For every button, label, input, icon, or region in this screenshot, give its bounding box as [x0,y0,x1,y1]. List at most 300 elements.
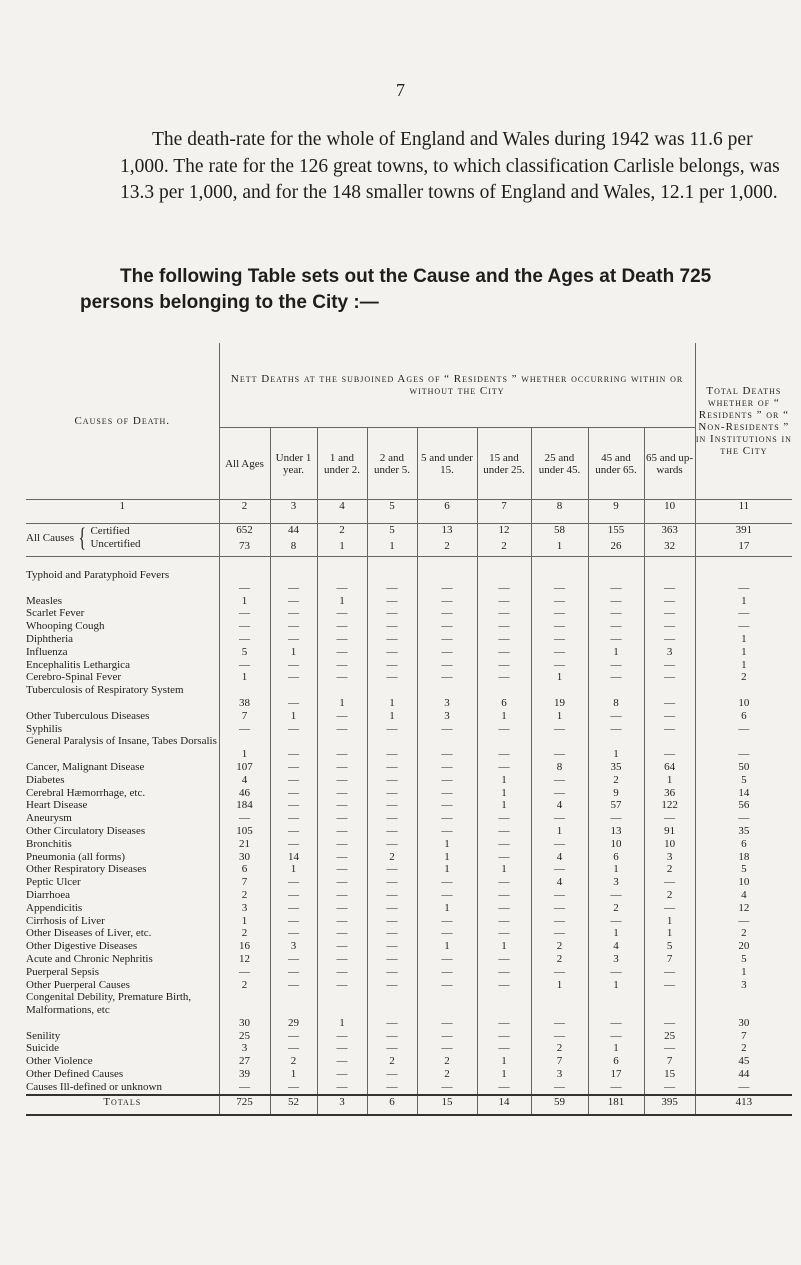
cause-cell-col-10: 36 [644,787,695,800]
age-header-8: 45 and under 65. [588,428,644,500]
cause-cell-col-7: — [477,838,531,851]
age-header-7: 25 and under 45. [531,428,588,500]
cause-cell-col-10: 2 [644,863,695,876]
cause-cell-col-4: — [317,863,367,876]
cause-cell-col-11: — [695,607,792,620]
cause-cell-col-11: 18 [695,851,792,864]
cause-cell-col-9: 9 [588,787,644,800]
spacer-cell [219,557,270,570]
cause-label: Other Respiratory Diseases [26,863,147,876]
cause-row [26,838,792,851]
cause-cell-col-4: — [317,671,367,684]
cause-cell-col-6: 1 [417,940,477,953]
cause-cell-col-9: — [588,1030,644,1043]
cause-row [26,1042,792,1055]
cause-label: Syphilis [26,722,63,735]
cause-cell-col-6: 3 [417,710,477,723]
cause-row [26,633,792,646]
cause-cell-col-5: — [367,838,417,851]
cause-cell-col-9: 6 [588,1055,644,1068]
brace-symbol: { [78,523,86,552]
all-causes-text: All Causes [26,531,74,544]
cause-cell-col-3: — [270,787,317,800]
cause-label: Cerebral Hæmorrhage, etc. [26,786,146,799]
cause-cell-col-4: — [317,966,367,979]
cause-cell-col-6: — [417,799,477,812]
cause-cell-col-11: 50 [695,761,792,774]
cause-cell-col-6: — [417,812,477,825]
cause-cell-col-3: — [270,889,317,902]
cause-label: Diabetes [26,773,65,786]
cause-cell-col-8: — [531,863,588,876]
totals-cell-6: 15 [417,1095,477,1115]
cause-cell-col-11: — [695,723,792,736]
cause-cell-col-6: — [417,671,477,684]
cause-cell-col-8: — [531,927,588,940]
totals-cell-7: 14 [477,1095,531,1115]
spacer-cell [270,557,317,570]
table-intro-paragraph [80,264,780,316]
cause-cell-col-5: — [367,761,417,774]
cause-cell-col-9: — [588,915,644,928]
cause-row [26,991,792,1029]
uncertified-cell-11: 17 [695,540,792,557]
cause-cell-col-7: — [477,991,531,1029]
cause-cell-col-4: — [317,646,367,659]
cause-cell-col-10: 7 [644,953,695,966]
cause-cell-col-3: — [270,671,317,684]
cause-label: Whooping Cough [26,620,105,633]
certified-row [26,524,792,541]
cause-row [26,902,792,915]
cause-cell-col-8: — [531,889,588,902]
spacer-cell [695,557,792,570]
cause-cell-col-2: 4 [219,774,270,787]
cause-cell-col-4: — [317,1030,367,1043]
cause-label: Bronchitis [26,837,72,850]
page-number: 7 [396,80,405,100]
cause-cell-col-9: 1 [588,1042,644,1055]
cause-cell-col-2: 5 [219,646,270,659]
cause-cell-col-3: — [270,927,317,940]
cause-label: Diarrhoea [26,888,70,901]
cause-cell-col-11: 7 [695,1030,792,1043]
cause-cell-col-5: — [367,1068,417,1081]
cause-cell-col-6: — [417,953,477,966]
cause-cell-col-5: — [367,723,417,736]
totals-cell-11: 413 [695,1095,792,1115]
cause-cell-col-9: — [588,966,644,979]
cause-cell-col-9: — [588,991,644,1029]
cause-cell-col-6: — [417,1030,477,1043]
totals-cell-9: 181 [588,1095,644,1115]
death-rate-text: The death-rate for the whole of England and Wales during 1942 was 11.6 per 1,000. The rate for the 126 great towns, to which classification Carlisle belongs, was 13.3 per 1,000, and for the 148 smaller towns of England and Wales, 12.1 per 1,000. [120,129,780,203]
totals-cell-2: 725 [219,1095,270,1115]
cause-row [26,966,792,979]
cause-cell-col-2: — [219,620,270,633]
cause-cell-col-9: 3 [588,953,644,966]
cause-cell-col-3: — [270,723,317,736]
cause-cell-col-10: — [644,812,695,825]
cause-cell-col-11: 10 [695,876,792,889]
cause-cell-col-3: — [270,774,317,787]
cause-cell-col-9: — [588,633,644,646]
cause-cell-col-4: 1 [317,991,367,1029]
cause-cell-col-4: 1 [317,595,367,608]
cause-cell-col-7: 6 [477,684,531,710]
cause-cell-col-6: — [417,735,477,761]
cause-cell-col-8: — [531,787,588,800]
cause-cell-col-11: 12 [695,902,792,915]
cause-cell-col-4: — [317,569,367,595]
cause-cell-col-6: — [417,787,477,800]
column-number-5: 5 [367,500,417,524]
cause-cell-col-4: — [317,838,367,851]
totals-cell-4: 3 [317,1095,367,1115]
column-number-10: 10 [644,500,695,524]
cause-cell-col-8: — [531,812,588,825]
cause-cell-col-8: 1 [531,825,588,838]
cause-cell-col-11: 5 [695,863,792,876]
cause-cell-col-3: — [270,825,317,838]
cause-cell-col-11: 30 [695,991,792,1029]
cause-cell-col-10: 5 [644,940,695,953]
cause-cell-col-7: — [477,1030,531,1043]
cause-cell-col-5: 1 [367,684,417,710]
cause-cell-col-6: — [417,979,477,992]
cause-cell-col-4: — [317,607,367,620]
cause-cell-col-7: — [477,966,531,979]
cause-row [26,876,792,889]
cause-cell-col-5: — [367,646,417,659]
cause-cell-col-10: — [644,1042,695,1055]
spacer-cell [26,557,219,570]
cause-cell-col-5: — [367,633,417,646]
cause-cell-col-10: — [644,633,695,646]
cause-cell-col-3: — [270,1042,317,1055]
cause-cell-col-4: — [317,915,367,928]
cause-cell-col-7: — [477,953,531,966]
cause-cell-col-3: 3 [270,940,317,953]
cause-cell-col-4: — [317,723,367,736]
cause-cell-col-11: 3 [695,979,792,992]
cause-cell-col-11: — [695,915,792,928]
cause-cell-col-9: 1 [588,863,644,876]
cause-cell-col-2: 1 [219,915,270,928]
cause-cell-col-8: — [531,659,588,672]
age-header-4: 2 and under 5. [367,428,417,500]
cause-cell-col-9: 3 [588,876,644,889]
cause-row [26,927,792,940]
cause-cell-col-5: — [367,812,417,825]
cause-label: Other Puerperal Causes [26,978,130,991]
cause-cell-col-2: 39 [219,1068,270,1081]
cause-label: Puerperal Sepsis [26,965,100,978]
cause-cell-col-7: — [477,761,531,774]
cause-cell-col-2: 27 [219,1055,270,1068]
uncertified-cell-10: 32 [644,540,695,557]
cause-cell-col-4: — [317,620,367,633]
age-header-9: 65 and up-wards [644,428,695,500]
cause-cell-col-10: 10 [644,838,695,851]
cause-cell-col-3: 1 [270,646,317,659]
cause-cell-col-2: — [219,633,270,646]
age-header-2: Under 1 year. [270,428,317,500]
cause-cell-col-9: — [588,659,644,672]
cause-cell-col-9: — [588,607,644,620]
cause-cell-col-10: — [644,569,695,595]
cause-cell-col-9: 8 [588,684,644,710]
cause-label: Aneurysm [26,812,72,825]
uncertified-cell-4: 1 [317,540,367,557]
cause-cell-col-11: — [695,735,792,761]
cause-cell-col-3: — [270,633,317,646]
cause-cell-col-11: 1 [695,646,792,659]
cause-cell-col-11: 1 [695,659,792,672]
cause-cell-col-10: 3 [644,646,695,659]
cause-cell-col-10: — [644,671,695,684]
cause-cell-col-7: 1 [477,1068,531,1081]
uncertified-label: Uncertified [90,538,141,550]
cause-cell-col-8: 7 [531,1055,588,1068]
cause-row [26,915,792,928]
cause-cell-col-8: — [531,607,588,620]
cause-cell-col-6: — [417,569,477,595]
uncertified-cell-8: 1 [531,540,588,557]
cause-cell-col-10: — [644,710,695,723]
cause-cell-col-6: 3 [417,684,477,710]
cause-cell-col-10: — [644,595,695,608]
cause-cell-col-9: — [588,889,644,902]
certified-cell-4: 2 [317,524,367,541]
cause-cell-col-5: — [367,1042,417,1055]
cause-cell-col-10: 2 [644,889,695,902]
age-header-3: 1 and under 2. [317,428,367,500]
cause-cell-col-4: — [317,825,367,838]
cause-cell-col-4: — [317,735,367,761]
cause-cell-col-4: — [317,851,367,864]
uncertified-cell-7: 2 [477,540,531,557]
cause-cell-col-8: 19 [531,684,588,710]
spacer-cell [317,557,367,570]
spacer-cell [588,557,644,570]
cause-cell-col-5: — [367,927,417,940]
cause-cell-col-4: — [317,710,367,723]
cause-cell-col-8: 4 [531,799,588,812]
cause-cell-col-5: — [367,966,417,979]
cause-cell-col-8: — [531,966,588,979]
spacer-row [26,557,792,570]
column-number-1: 1 [26,500,219,524]
cause-cell-col-8: 4 [531,876,588,889]
cause-cell-col-10: 1 [644,915,695,928]
cause-cell-col-11: 1 [695,633,792,646]
totals-row [26,1095,792,1115]
cause-cell-col-4: — [317,774,367,787]
cause-label: Other Tuberculous Diseases [26,709,150,722]
cause-cell-col-10: 122 [644,799,695,812]
cause-cell-col-9: — [588,671,644,684]
cause-cell-col-4: — [317,953,367,966]
cause-cell-col-2: 7 [219,710,270,723]
cause-cell-col-7: — [477,646,531,659]
cause-cell-col-7: 1 [477,1055,531,1068]
cause-label: Congenital Debility, Premature Birth, Malformations, etc [26,991,192,1017]
cause-cell-col-6: — [417,889,477,902]
certified-cell-8: 58 [531,524,588,541]
cause-cell-col-9: — [588,620,644,633]
cause-cell-col-2: 1 [219,671,270,684]
cause-cell-col-6: — [417,633,477,646]
cause-cell-col-10: 91 [644,825,695,838]
cause-cell-col-4: — [317,799,367,812]
cause-cell-col-10: 15 [644,1068,695,1081]
cause-cell-col-7: 1 [477,787,531,800]
cause-label: Diphtheria [26,632,74,645]
cause-cell-col-2: 1 [219,735,270,761]
cause-label: Acute and Chronic Nephritis [26,952,153,965]
cause-cell-col-7: — [477,633,531,646]
cause-cell-col-5: — [367,607,417,620]
cause-cell-col-7: — [477,851,531,864]
cause-cell-col-10: 64 [644,761,695,774]
age-header-1: All Ages [219,428,270,500]
cause-cell-col-5: — [367,774,417,787]
cause-cell-col-2: 30 [219,991,270,1029]
cause-cell-col-5: — [367,863,417,876]
column-number-7: 7 [477,500,531,524]
cause-cell-col-2: — [219,1081,270,1095]
cause-cell-col-6: — [417,774,477,787]
cause-cell-col-7: 1 [477,774,531,787]
cause-cell-col-6: — [417,966,477,979]
cause-label: General Paralysis of Insane, Tabes Dorsalis [26,735,217,748]
certified-cell-6: 13 [417,524,477,541]
cause-cell-col-9: 1 [588,979,644,992]
cause-row [26,863,792,876]
cause-row [26,659,792,672]
cause-cell-col-9: 13 [588,825,644,838]
cause-label: Cirrhosis of Liver [26,914,105,927]
cause-cell-col-10: — [644,979,695,992]
cause-cell-col-11: 2 [695,1042,792,1055]
cause-cell-col-9: 57 [588,799,644,812]
cause-cell-col-5: — [367,735,417,761]
cause-cell-col-5: — [367,940,417,953]
column-number-6: 6 [417,500,477,524]
death-rate-paragraph [120,127,780,207]
cause-cell-col-8: — [531,838,588,851]
certified-cell-10: 363 [644,524,695,541]
cause-cell-col-2: 6 [219,863,270,876]
cause-cell-col-5: — [367,902,417,915]
cause-cell-col-11: — [695,569,792,595]
cause-cell-col-7: — [477,915,531,928]
cause-cell-col-7: — [477,620,531,633]
cause-cell-col-11: 20 [695,940,792,953]
column-number-8: 8 [531,500,588,524]
cause-cell-col-5: — [367,825,417,838]
spacer-cell [644,557,695,570]
cause-row [26,723,792,736]
cause-cell-col-7: — [477,671,531,684]
cause-cell-col-6: — [417,991,477,1029]
cause-cell-col-6: — [417,723,477,736]
cause-row [26,671,792,684]
cause-cell-col-8: — [531,735,588,761]
cause-cell-col-4: 1 [317,684,367,710]
cause-cell-col-4: — [317,876,367,889]
cause-cell-col-6: 2 [417,1055,477,1068]
cause-row [26,595,792,608]
cause-label: Scarlet Fever [26,607,85,620]
cause-cell-col-6: — [417,620,477,633]
totals-cell-5: 6 [367,1095,417,1115]
cause-cell-col-2: 25 [219,1030,270,1043]
cause-cell-col-2: 184 [219,799,270,812]
cause-cell-col-7: 1 [477,863,531,876]
cause-cell-col-10: 1 [644,927,695,940]
cause-cell-col-6: 1 [417,863,477,876]
all-causes-label [26,524,219,557]
cause-cell-col-5: — [367,620,417,633]
cause-cell-col-3: — [270,595,317,608]
cause-cell-col-8: — [531,620,588,633]
cause-cell-col-3: — [270,915,317,928]
cause-row [26,646,792,659]
cause-cell-col-2: 12 [219,953,270,966]
cause-cell-col-8: 8 [531,761,588,774]
cause-row [26,761,792,774]
spacer-cell [531,557,588,570]
cause-cell-col-3: — [270,620,317,633]
age-header-5: 5 and under 15. [417,428,477,500]
cause-row [26,774,792,787]
cause-cell-col-11: 2 [695,671,792,684]
cause-cell-col-4: — [317,761,367,774]
cause-cell-col-6: 2 [417,1068,477,1081]
cause-cell-col-2: 105 [219,825,270,838]
cause-cell-col-9: 10 [588,838,644,851]
cause-cell-col-3: — [270,1030,317,1043]
cause-cell-col-8: 1 [531,979,588,992]
cause-cell-col-2: 2 [219,979,270,992]
cause-cell-col-4: — [317,787,367,800]
uncertified-cell-5: 1 [367,540,417,557]
cause-cell-col-6: — [417,1042,477,1055]
cause-cell-col-3: — [270,902,317,915]
certified-cell-3: 44 [270,524,317,541]
cause-label: Other Defined Causes [26,1068,124,1081]
cause-cell-col-9: — [588,723,644,736]
cause-cell-col-10: — [644,684,695,710]
cause-label: Other Violence [26,1055,93,1068]
cause-cell-col-6: 1 [417,851,477,864]
cause-cell-col-3: — [270,953,317,966]
spacer-cell [367,557,417,570]
cause-cell-col-7: — [477,902,531,915]
cause-cell-col-2: 7 [219,876,270,889]
cause-cell-col-10: — [644,966,695,979]
cause-cell-col-2: 3 [219,1042,270,1055]
certified-label: Certified [90,525,130,537]
cause-cell-col-5: — [367,671,417,684]
cause-row [26,710,792,723]
cause-cell-col-5: — [367,1081,417,1095]
cause-label: Causes Ill-defined or unknown [26,1080,162,1093]
cause-cell-col-6: — [417,761,477,774]
cause-row [26,825,792,838]
